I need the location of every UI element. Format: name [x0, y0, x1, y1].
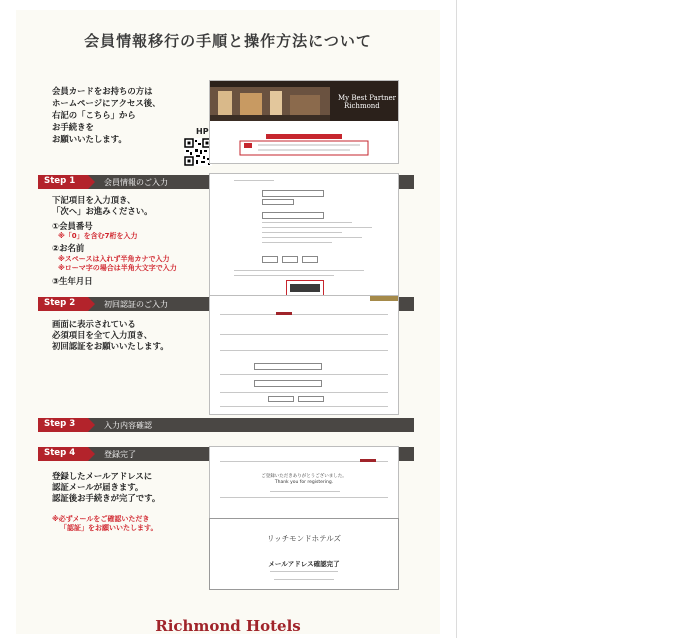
step1-item1-note: ※「0」を含む7桁を入力	[58, 232, 138, 240]
registration-complete-screenshot	[209, 446, 399, 520]
form-line	[220, 406, 388, 407]
email-line	[274, 579, 334, 580]
step1-item2-note2: ※ローマ字の場合は半角大文字で入力	[58, 264, 177, 272]
email-confirmation-screenshot	[209, 518, 399, 590]
thanks-japanese: ご登録いただきありがとうございました。	[261, 474, 347, 479]
step-number: Step 4	[44, 448, 76, 458]
email-line	[270, 571, 338, 572]
intro-line: お手続きを	[52, 122, 94, 132]
form-line	[234, 275, 334, 276]
step4-line: 認証メールが届きます。	[52, 482, 144, 492]
step-number: Step 3	[44, 419, 76, 429]
step2-line: 画面に表示されている	[52, 319, 136, 329]
form-line	[262, 237, 362, 238]
progress-active-marker	[276, 312, 292, 315]
hero-brand-line2: Richmond	[344, 102, 380, 110]
form-line	[220, 334, 388, 335]
step2-line: 必須項目を全て入力頂き、	[52, 330, 153, 340]
header-accent	[370, 296, 398, 301]
form-line	[262, 232, 342, 233]
birth-day-field[interactable]	[302, 256, 318, 263]
email-header: リッチモンドホテルズ	[266, 534, 342, 543]
step1-item3: ③生年月日	[52, 276, 93, 286]
form-line	[262, 242, 332, 243]
form-line	[220, 392, 388, 393]
step1-item1: ①会員番号	[52, 221, 93, 231]
form-line	[262, 222, 352, 223]
member-number-field[interactable]	[262, 190, 324, 197]
intro-line: 右記の「こちら」から	[52, 110, 136, 120]
next-button-highlight[interactable]	[286, 280, 324, 296]
qr-code-icon[interactable]	[184, 138, 212, 166]
form-line	[234, 180, 274, 181]
intro-line: お願いいたします。	[52, 134, 127, 144]
intro-line: ホームページにアクセス後、	[52, 98, 161, 108]
step-label: 入力内容確認	[104, 421, 152, 430]
name-field[interactable]	[262, 212, 324, 219]
step-number: Step 2	[44, 298, 76, 308]
step1-instructions	[52, 195, 153, 217]
step1-form-screenshot	[209, 173, 399, 298]
step4-line: 登録したメールアドレスに	[52, 471, 153, 481]
form-line	[234, 270, 364, 271]
step2-instructions	[52, 319, 169, 352]
step-number: Step 1	[44, 176, 76, 186]
hp-label: HP	[196, 127, 209, 136]
step1-line: 「次へ」お進みください。	[52, 206, 153, 216]
email-title: メールアドレス確認完了	[268, 560, 340, 568]
input-field[interactable]	[298, 396, 324, 402]
document-page	[16, 10, 440, 634]
hero-brand-line1: My Best Partner	[338, 94, 396, 102]
form-line	[262, 227, 372, 228]
form-line	[220, 350, 388, 351]
step1-item2: ②お名前	[52, 243, 85, 253]
intro-line: 会員カードをお持ちの方は	[52, 86, 153, 96]
thanks-english: Thank you for registering.	[274, 480, 334, 485]
birth-year-field[interactable]	[262, 256, 278, 263]
step3-header-bar	[38, 418, 414, 432]
richmond-hotels-logo: Richmond Hotels	[155, 617, 301, 635]
step4-instructions	[52, 471, 160, 504]
select-field[interactable]	[254, 380, 322, 387]
next-button[interactable]	[290, 284, 320, 292]
step4-line: 認証後お手続きが完了です。	[52, 493, 161, 503]
step-label: 初回認証のご入力	[104, 300, 168, 309]
homepage-screenshot	[209, 80, 399, 164]
input-field[interactable]	[268, 396, 294, 402]
step2-form-screenshot	[209, 295, 399, 415]
page-edge-divider	[456, 0, 457, 638]
progress-active-marker	[360, 459, 376, 462]
step1-item2-note1: ※スペースは入れず半角カナで入力	[58, 255, 170, 263]
step4-note-line2: 「認証」をお願いいたします。	[60, 524, 158, 532]
intro-text	[52, 85, 160, 145]
step-label: 会員情報のご入力	[104, 178, 168, 187]
step4-note-line1: ※必ずメールをご確認いただき	[52, 515, 150, 523]
form-line	[220, 374, 388, 375]
select-field[interactable]	[254, 363, 322, 370]
form-line	[270, 491, 340, 492]
member-number-sub-field[interactable]	[262, 199, 294, 205]
step2-line: 初回認証をお願いいたします。	[52, 341, 169, 351]
step1-line: 下記項目を入力頂き、	[52, 195, 136, 205]
birth-month-field[interactable]	[282, 256, 298, 263]
form-line	[220, 497, 388, 498]
progress-line	[220, 314, 388, 315]
page-title: 会員情報移行の手順と操作方法について	[84, 32, 372, 50]
step-label: 登録完了	[104, 450, 136, 459]
